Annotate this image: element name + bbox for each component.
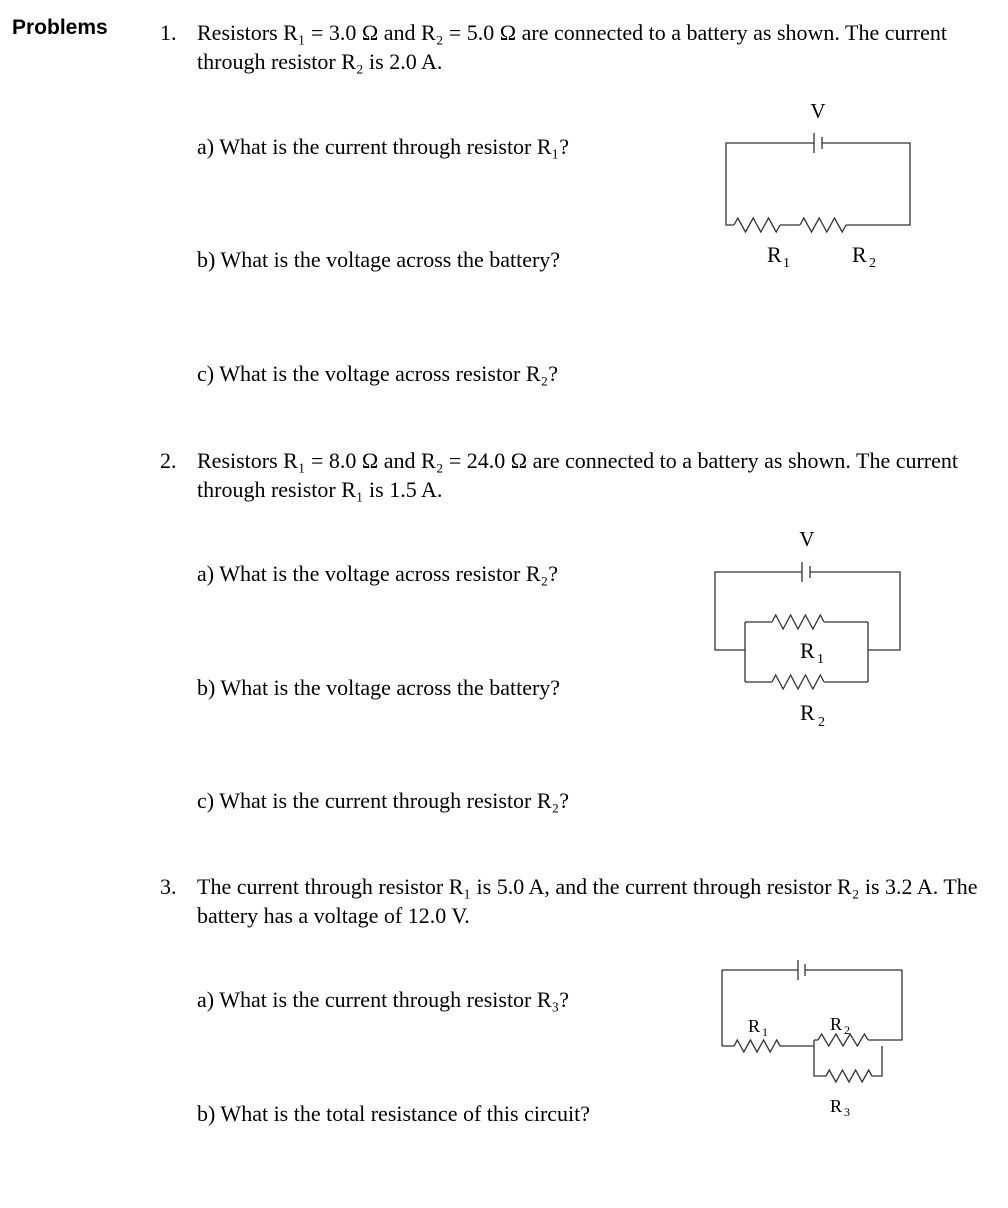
- problem-3-number: 3.: [160, 874, 177, 899]
- problem-2-question-c: c) What is the current through resistor R₂?: [197, 788, 569, 813]
- r1-label: R: [767, 242, 782, 267]
- problem-2-number: 2.: [160, 448, 177, 473]
- circuit-diagram-1: [712, 95, 922, 285]
- resistor-r2-zigzag: [772, 675, 824, 689]
- r2-subscript: 2: [844, 1023, 850, 1037]
- problem-1-statement: Resistors R₁ = 3.0 Ω and R₂ = 5.0 Ω are connected to a battery as shown. The current through resistor R₂ is 2.0 A.: [197, 20, 947, 74]
- section-heading: Problems: [12, 16, 108, 39]
- circuit-1-loop-wire: [726, 143, 910, 225]
- r1-subscript: 1: [783, 256, 790, 271]
- resistor-r3-zigzag: [826, 1070, 872, 1082]
- r3-subscript: 3: [844, 1105, 850, 1119]
- resistor-r1-zigzag: [734, 218, 780, 232]
- r2-subscript: 2: [869, 256, 876, 271]
- problem-1-number: 1.: [160, 20, 177, 45]
- circuit-diagram-2: [700, 522, 910, 737]
- circuit-diagram-3: [710, 950, 920, 1130]
- battery-label: V: [810, 99, 826, 123]
- r2-subscript: 2: [818, 715, 825, 730]
- r2-label: R: [852, 242, 867, 267]
- r2-label: R: [830, 1014, 843, 1034]
- resistor-r1-zigzag: [772, 615, 824, 629]
- problem-1-question-a: a) What is the current through resistor R₁?: [197, 134, 569, 159]
- problem-3-question-b: b) What is the total resistance of this circuit?: [197, 1101, 591, 1126]
- problem-3-statement: The current through resistor R₁ is 5.0 A, and the current through resistor R₂ is 3.2 A. The battery has a voltage of 12.0 V.: [197, 874, 978, 928]
- battery-label: V: [799, 527, 815, 551]
- problem-1-question-c: c) What is the voltage across resistor R₂?: [197, 361, 558, 386]
- r2-label: R: [800, 700, 815, 725]
- resistor-r2-zigzag: [818, 1034, 868, 1046]
- problem-1-question-b: b) What is the voltage across the battery?: [197, 247, 561, 272]
- problem-2-question-a: a) What is the voltage across resistor R₂?: [197, 561, 558, 586]
- r1-subscript: 1: [817, 652, 824, 667]
- resistor-r2-zigzag: [800, 218, 846, 232]
- r1-subscript: 1: [762, 1025, 768, 1039]
- problem-2-statement: Resistors R₁ = 8.0 Ω and R₂ = 24.0 Ω are connected to a battery as shown. The current through resistor R₁ is 1.5 A.: [197, 448, 958, 502]
- r1-label: R: [748, 1016, 761, 1036]
- circuit-3-r3-branch-wire: [872, 1046, 882, 1076]
- problem-3-question-a: a) What is the current through resistor R₃?: [197, 987, 569, 1012]
- r1-label: R: [800, 638, 815, 663]
- problem-2-question-b: b) What is the voltage across the battery?: [197, 675, 561, 700]
- resistor-r1-zigzag: [734, 1040, 780, 1052]
- r3-label: R: [830, 1096, 843, 1116]
